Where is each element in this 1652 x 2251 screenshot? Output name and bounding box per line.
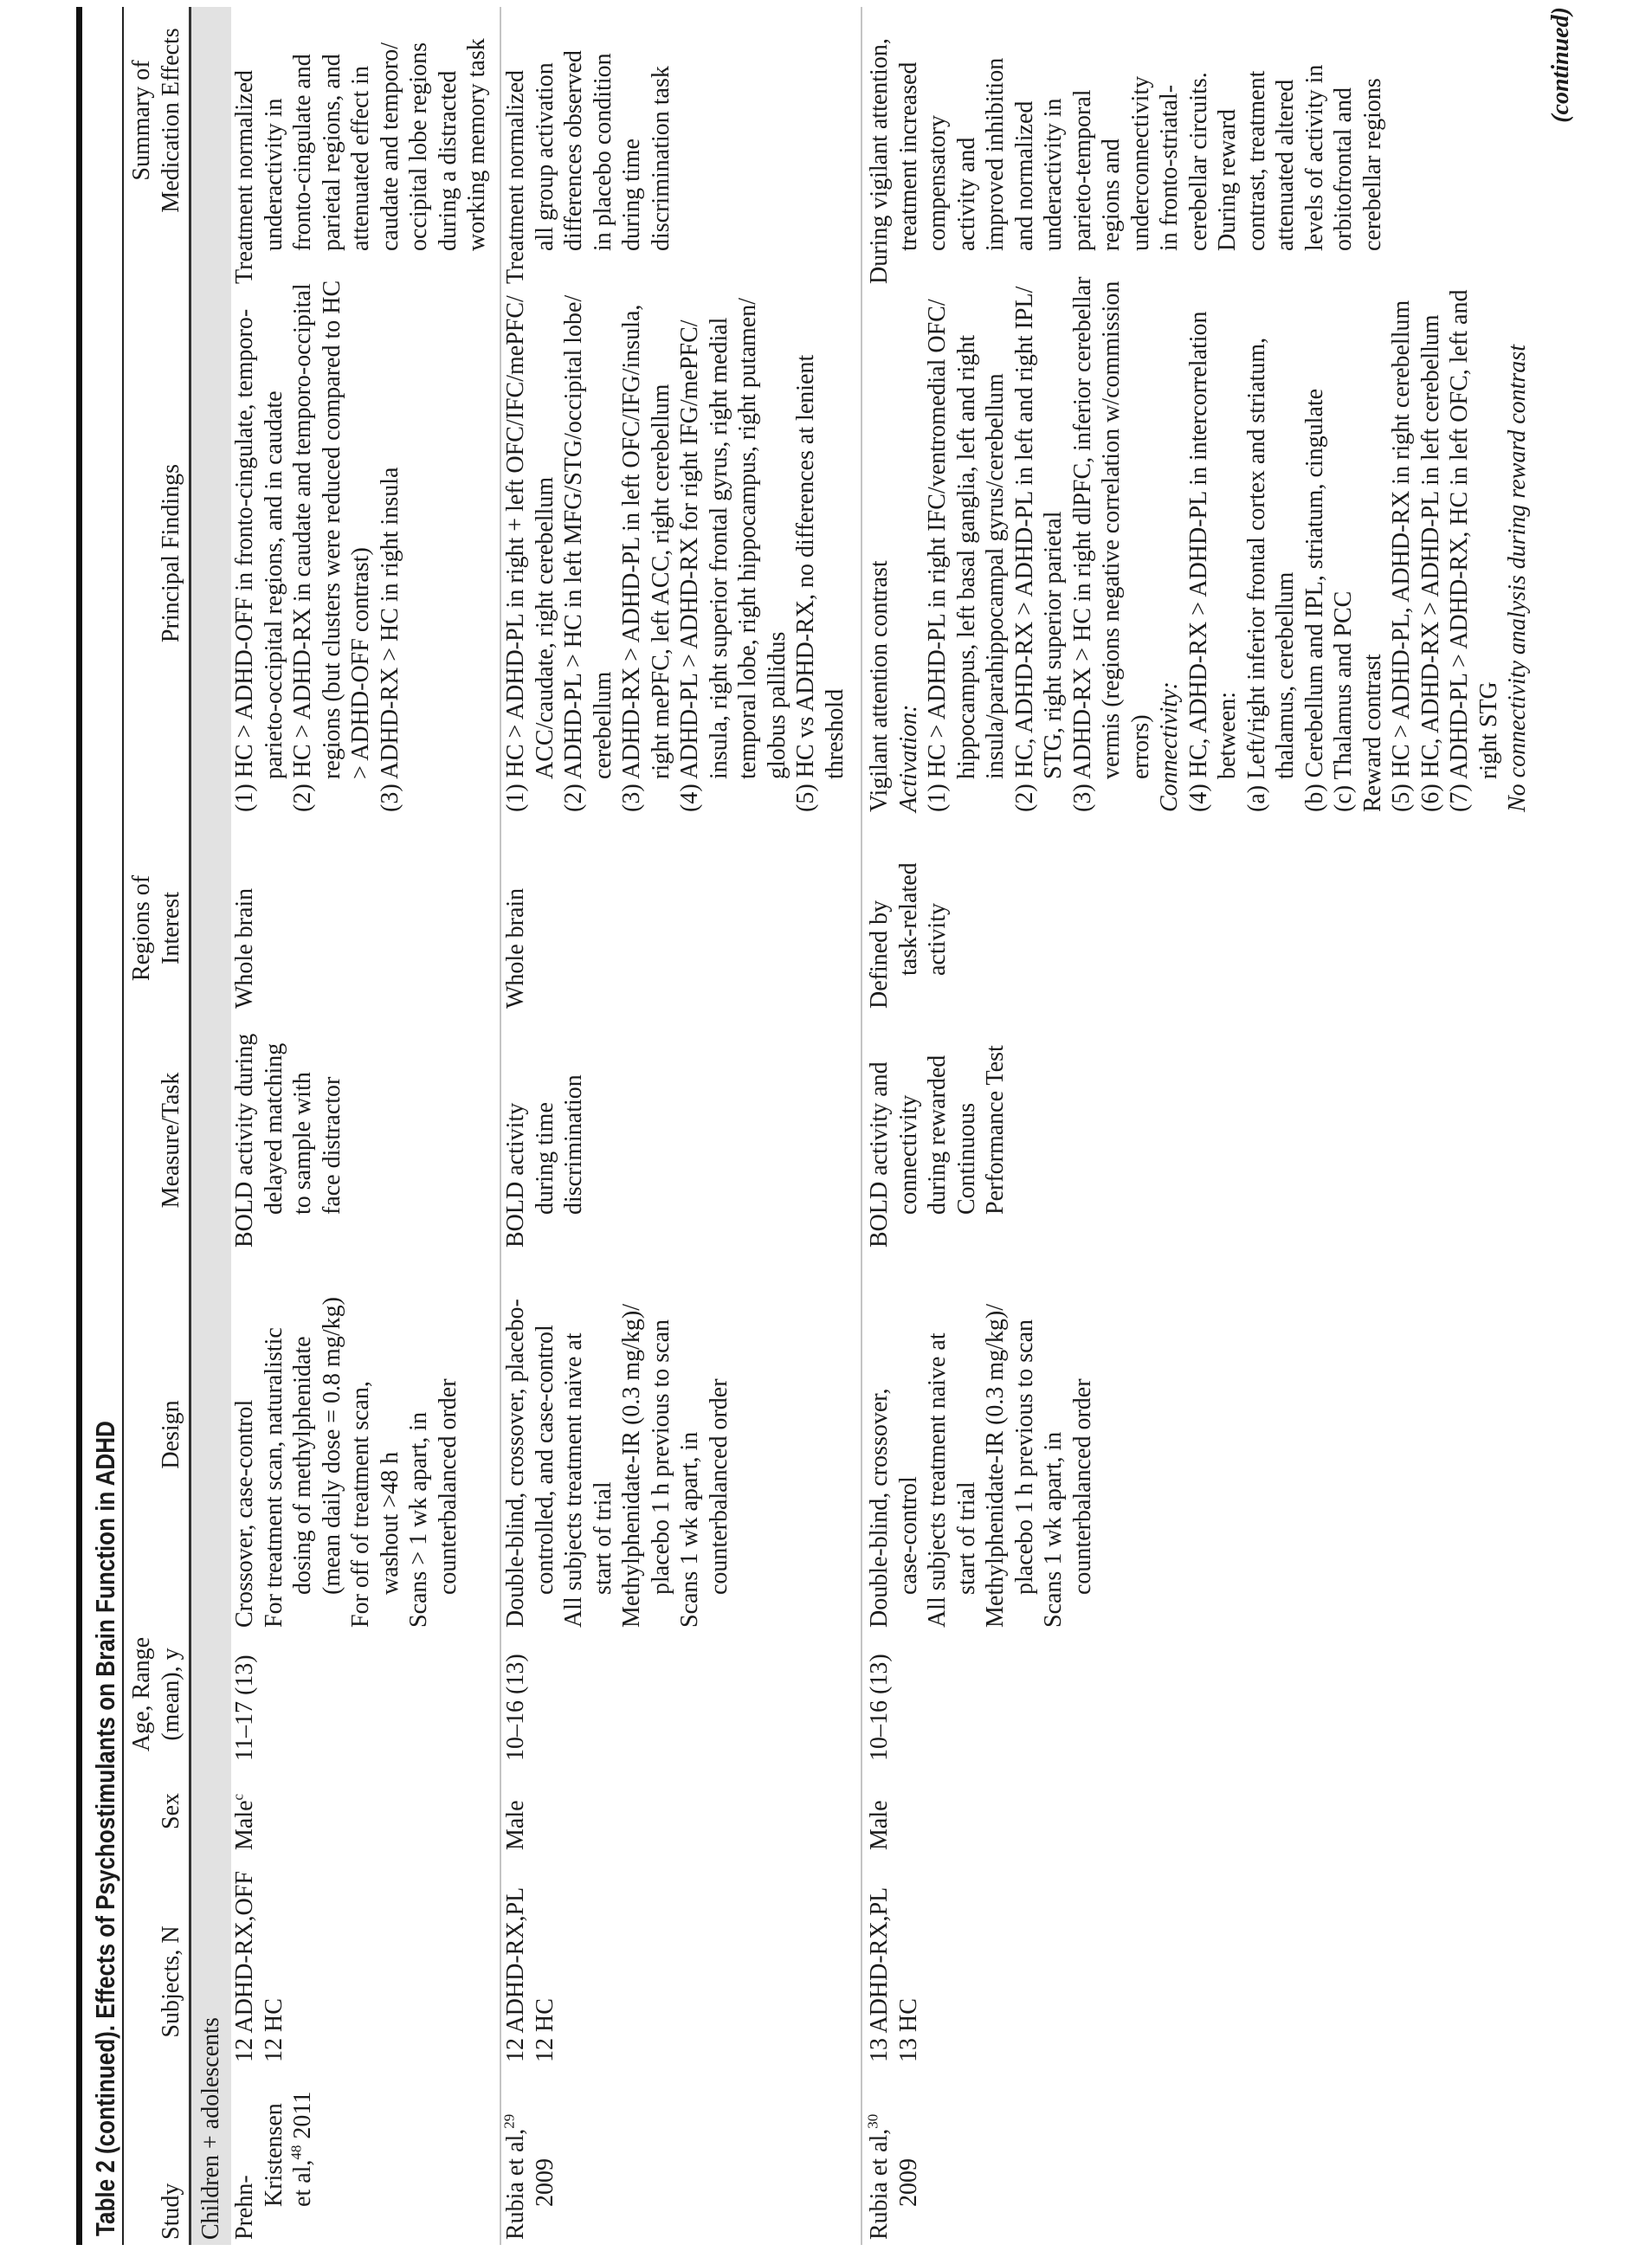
principal-paragraph: (1) HC > ADHD-PL in right + left OFC/IFC/mePFC/ ACC/caudate, right cerebellum: [502, 295, 558, 812]
measure-cell: [230, 1034, 346, 1248]
top-rule: [76, 7, 82, 2245]
age-paragraph: 11–17 (13): [231, 1654, 258, 1761]
principal-paragraph: (2) HC, ADHD-RX > ADHD-PL in left and right IPL/ STG, right superior parietal: [1010, 286, 1067, 812]
group-band: [191, 7, 231, 2245]
principal-paragraph: (1) HC > ADHD-OFF in fronto-cingulate, temporo- parieto-occipital regions, and in caudate: [231, 308, 287, 812]
header-measure: Measure/Task: [157, 1072, 184, 1209]
regions-paragraph: Whole brain: [231, 887, 258, 1009]
header-summary: Summary of Medication Effects: [128, 28, 184, 213]
design-paragraph: Methylphenidate-IR (0.3 mg/kg)/ placebo 1 h previous to scan: [618, 1303, 674, 1628]
design-paragraph: Double-blind, crossover, case-control: [866, 1388, 922, 1628]
sex-cell: [230, 1794, 260, 1850]
age-paragraph: 10–16 (13): [502, 1654, 529, 1761]
header-regions: Regions of Interest: [128, 874, 184, 982]
header-subjects: Subjects, N: [157, 1925, 184, 2038]
subjects-paragraph: 13 HC: [894, 1998, 922, 2062]
age-cell: [865, 1654, 894, 1761]
design-paragraph: Methylphenidate-IR (0.3 mg/kg)/ placebo 1 h previous to scan: [982, 1303, 1038, 1628]
reference-number: 30: [864, 2113, 881, 2129]
principal-paragraph: (4) ADHD-PL > ADHD-RX for right IFG/mePFC/ insula, right superior frontal gyrus, right medial temporal lobe, right hippocampus, right putamen/ globus pallidus: [676, 298, 791, 812]
summary-cell: [230, 38, 492, 284]
principal-paragraph: (2) HC > ADHD-RX in caudate and temporo-occipital regions (but clusters were reduced compared to HC > ADHD-OFF contrast): [289, 280, 374, 812]
design-paragraph: For off of treatment scan, washout >48 h: [347, 1381, 403, 1628]
summary-paragraph: Treatment normalized all group activation differences observed in placebo condition during time discrimination task: [502, 50, 674, 284]
age-cell: [230, 1654, 260, 1761]
principal-paragraph: (3) ADHD-RX > HC in right dlPFC, inferior cerebellar vermis (regions negative correlation w/commission errors): [1068, 276, 1154, 812]
summary-paragraph: During vigilant attention, treatment increased compensatory activity and improved inhibition and normalized underactivity in parieto-temporal regions and underconnectivity in fronto-striatal- cerebellar circuits. During reward contrast, treatment attenuated altered levels of activity in orbitofrontal and cerebellar regions: [866, 38, 1386, 284]
study-name: Prehn- Kristensen et al,: [231, 2103, 316, 2240]
sex-value: Male: [866, 1800, 893, 1850]
design-paragraph: Scans 1 wk apart, in counterbalanced order: [676, 1378, 732, 1628]
summary-paragraph: Treatment normalized underactivity in fronto-cingulate and parietal regions, and attenuated effect in caudate and temporo/ occipital lobe regions during a distracted working memory task: [231, 38, 490, 284]
measure-cell: [865, 1045, 1010, 1248]
subjects-cell: [230, 1871, 288, 2062]
study-year: 2011: [289, 2091, 316, 2145]
continued-label: (continued): [1547, 7, 1574, 123]
design-cell: [865, 1304, 1097, 1628]
principal-paragraph: Connectivity:: [1156, 681, 1183, 812]
regions-cell: [501, 888, 531, 1009]
measure-paragraph: BOLD activity during delayed matching to sample with face distractor: [231, 1033, 345, 1248]
design-paragraph: All subjects treatment naive at start of trial: [560, 1332, 616, 1628]
sex-cell: [501, 1800, 531, 1850]
principal-paragraph: (5) HC vs ADHD-RX, no differences at lenient threshold: [792, 354, 849, 812]
design-paragraph: Crossover, case-control: [231, 1399, 258, 1628]
footnote-marker: c: [229, 1793, 247, 1801]
header-age: Age, Range (mean), y: [128, 1636, 184, 1752]
principal-paragraph: (c) Thalamus and PCC: [1330, 590, 1357, 812]
study-name: Rubia et al,: [502, 2128, 529, 2240]
sex-cell: [865, 1800, 894, 1850]
study-name: Rubia et al,: [866, 2128, 893, 2240]
principal-paragraph: (5) HC > ADHD-PL, ADHD-RX in right cerebellum: [1388, 300, 1415, 812]
study-citation: [501, 2114, 559, 2240]
subjects-paragraph: 12 ADHD-RX,OFF: [231, 1871, 258, 2062]
regions-paragraph: Whole brain: [502, 887, 529, 1009]
study-year: 2009: [531, 2158, 558, 2207]
design-paragraph: Scans > 1 wk apart, in counterbalanced order: [405, 1378, 461, 1628]
table-row: [500, 0, 849, 2251]
subjects-cell: [865, 1887, 923, 2062]
summary-cell: [501, 50, 675, 284]
study-cell: [230, 2092, 318, 2240]
table-title: Table 2 (continued). Effects of Psychostimulants on Brain Function in ADHD: [90, 1421, 120, 2236]
design-paragraph: All subjects treatment naive at start of trial: [924, 1332, 980, 1628]
regions-paragraph: Defined by task-related activity: [866, 862, 951, 1009]
principal-paragraph: (1) HC > ADHD-PL in right IFC/ventromedial OFC/ hippocampus, left basal ganglia, left and right insula/parahippocampal gyrus/cerebellum: [924, 299, 1009, 812]
subjects-cell: [501, 1887, 559, 2062]
measure-paragraph: BOLD activity and connectivity during rewarded Continuous Performance Test: [866, 1045, 1009, 1248]
principal-cell: [501, 295, 849, 812]
header-study: Study: [157, 2183, 184, 2240]
principal-paragraph: (a) Left/right inferior frontal cortex and striatum, thalamus, cerebellum: [1242, 337, 1299, 812]
subjects-paragraph: 12 HC: [531, 1998, 558, 2062]
design-paragraph: Double-blind, crossover, placebo- controlled, and case-control: [502, 1299, 558, 1628]
study-year: 2009: [894, 2158, 922, 2207]
reference-number: 48: [287, 2145, 305, 2160]
principal-paragraph: (3) ADHD-RX > ADHD-PL in left OFC/IFG/insula, right mePFC, left ACC, right cerebellum: [618, 304, 674, 812]
regions-cell: [230, 888, 260, 1009]
subjects-paragraph: 12 ADHD-RX,PL: [502, 1887, 529, 2062]
principal-paragraph: (2) ADHD-PL > HC in left MFG/STG/occipital lobe/ cerebellum: [560, 294, 616, 812]
age-cell: [501, 1654, 531, 1761]
measure-cell: [501, 1074, 589, 1248]
sex-value: Male: [231, 1800, 258, 1850]
study-cell: [501, 2114, 559, 2240]
principal-paragraph: (b) Cerebellum and IPL, striatum, cingulate: [1300, 388, 1328, 812]
principal-paragraph: Activation:: [894, 704, 922, 812]
group-label: Children + adolescents: [197, 2017, 224, 2240]
table-header: [121, 0, 189, 2251]
design-cell: [501, 1299, 733, 1628]
summary-cell: [865, 38, 1387, 284]
table-row: [229, 0, 490, 2251]
principal-paragraph: (7) ADHD-PL > ADHD-RX, HC in left OFC, left and right STG: [1446, 289, 1502, 812]
header-design: Design: [157, 1400, 184, 1469]
header-principal: Principal Findings: [157, 463, 184, 643]
sex-value: Male: [502, 1800, 529, 1850]
design-paragraph: For treatment scan, naturalistic dosing of methylphenidate (mean daily dose = 0.8 mg/kg): [260, 1297, 345, 1628]
subjects-paragraph: 12 HC: [260, 1998, 287, 2062]
regions-cell: [865, 862, 952, 1009]
study-cell: [865, 2114, 923, 2240]
principal-cell: [230, 281, 404, 812]
row-divider: [861, 7, 862, 2245]
principal-paragraph: No connectivity analysis during reward contrast: [1504, 345, 1531, 812]
measure-paragraph: BOLD activity during time discrimination: [502, 1074, 587, 1248]
header-sex: Sex: [157, 1793, 184, 1829]
principal-paragraph: Vigilant attention contrast: [866, 560, 893, 812]
principal-paragraph: (4) HC, ADHD-RX > ADHD-PL in intercorrelation between:: [1184, 311, 1241, 812]
design-paragraph: Scans 1 wk apart, in counterbalanced order: [1040, 1378, 1096, 1628]
design-cell: [230, 1297, 462, 1628]
reference-number: 29: [500, 2113, 518, 2129]
subjects-paragraph: 13 ADHD-RX,PL: [866, 1887, 893, 2062]
age-paragraph: 10–16 (13): [866, 1654, 893, 1761]
principal-paragraph: Reward contrast: [1358, 654, 1386, 812]
table-row: [864, 0, 1531, 2251]
study-citation: [230, 2092, 318, 2240]
principal-cell: [865, 277, 1533, 812]
study-citation: [865, 2114, 923, 2240]
principal-paragraph: (3) ADHD-RX > HC in right insula: [376, 467, 403, 812]
principal-paragraph: (6) HC, ADHD-RX > ADHD-PL in left cerebellum: [1416, 314, 1444, 812]
